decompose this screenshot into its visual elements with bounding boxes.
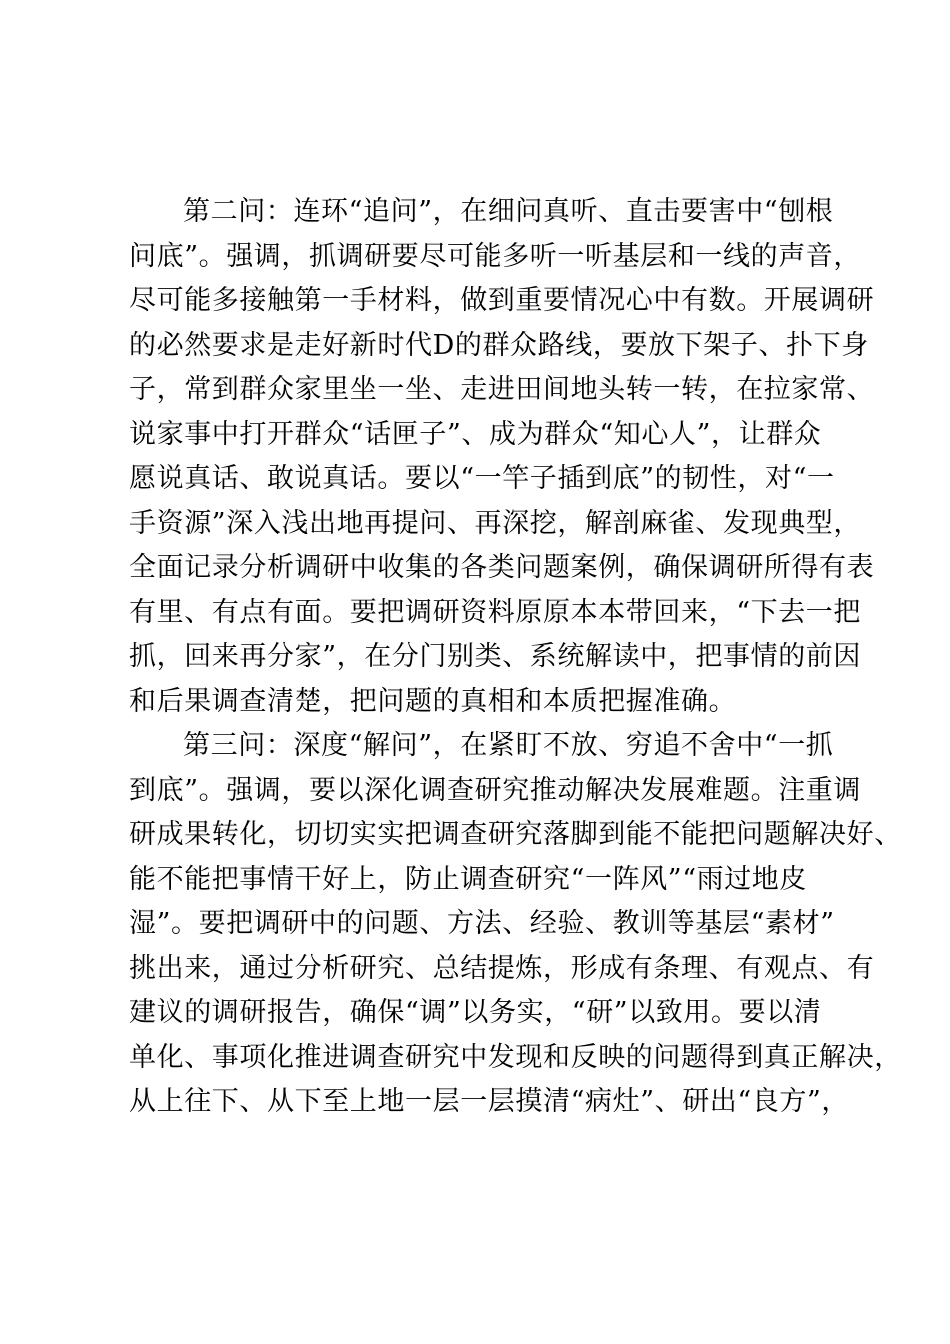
text-line: 能不能把事情干好上，防止调查研究“一阵风”“雨过地皮 [129, 863, 808, 895]
text-line: 愿说真话、敢说真话。要以“一竿子插到底”的韧性，对“一 [129, 463, 835, 494]
text-line: 从上往下、从下至上地一层一层摸清“病灶”、研出“良方”， [129, 1086, 850, 1117]
text-line: 到底”。强调，要以深化调查研究推动解决发展难题。注重调 [129, 774, 862, 806]
body-text [129, 190, 902, 1125]
paragraph-second-question [129, 190, 875, 724]
text-line: 手资源”深入浅出地再提问、再深挖，解剖麻雀、发现典型， [129, 507, 862, 539]
text-line: 有里、有点有面。要把调研资料原原本本带回来，“下去一把 [129, 596, 862, 628]
text-line: 建议的调研报告，确保“调”以务实，“研”以致用。要以清 [129, 997, 822, 1028]
text-line: 说家事中打开群众“话匣子”、成为群众“知心人”，让群众 [129, 418, 822, 450]
text-line: 尽可能多接触第一手材料，做到重要情况心中有数。开展调研 [129, 285, 875, 316]
text-line: 第三问：深度“解问”，在紧盯不放、穷追不舍中“一抓 [183, 730, 834, 761]
paragraph-third-question [129, 724, 902, 1125]
text-line: 单化、事项化推进调查研究中发现和反映的问题得到真正解决， [129, 1041, 902, 1073]
text-line: 问底”。强调，抓调研要尽可能多听一听基层和一线的声音， [129, 240, 862, 272]
text-line: 挑出来，通过分析研究、总结提炼，形成有条理、有观点、有 [129, 952, 875, 984]
text-line: 抓，回来再分家”，在分门别类、系统解读中，把事情的前因 [129, 641, 862, 672]
text-line: 和后果调查清楚，把问题的真相和本质把握准确。 [129, 685, 737, 717]
text-line: 第二问：连环“追问”，在细问真听、直击要害中“刨根 [183, 196, 834, 227]
text-line: 子，常到群众家里坐一坐、走进田间地头转一转，在拉家常、 [129, 374, 875, 405]
text-line: 研成果转化，切切实实把调查研究落脚到能不能把问题解决好、 [129, 819, 902, 850]
text-line: 湿”。要把调研中的问题、方法、经验、教训等基层“素材” [129, 908, 835, 939]
text-line: 的必然要求是走好新时代D的群众路线，要放下架子、扑下身 [129, 329, 869, 361]
text-line: 全面记录分析调研中收集的各类问题案例，确保调研所得有表 [129, 552, 875, 583]
